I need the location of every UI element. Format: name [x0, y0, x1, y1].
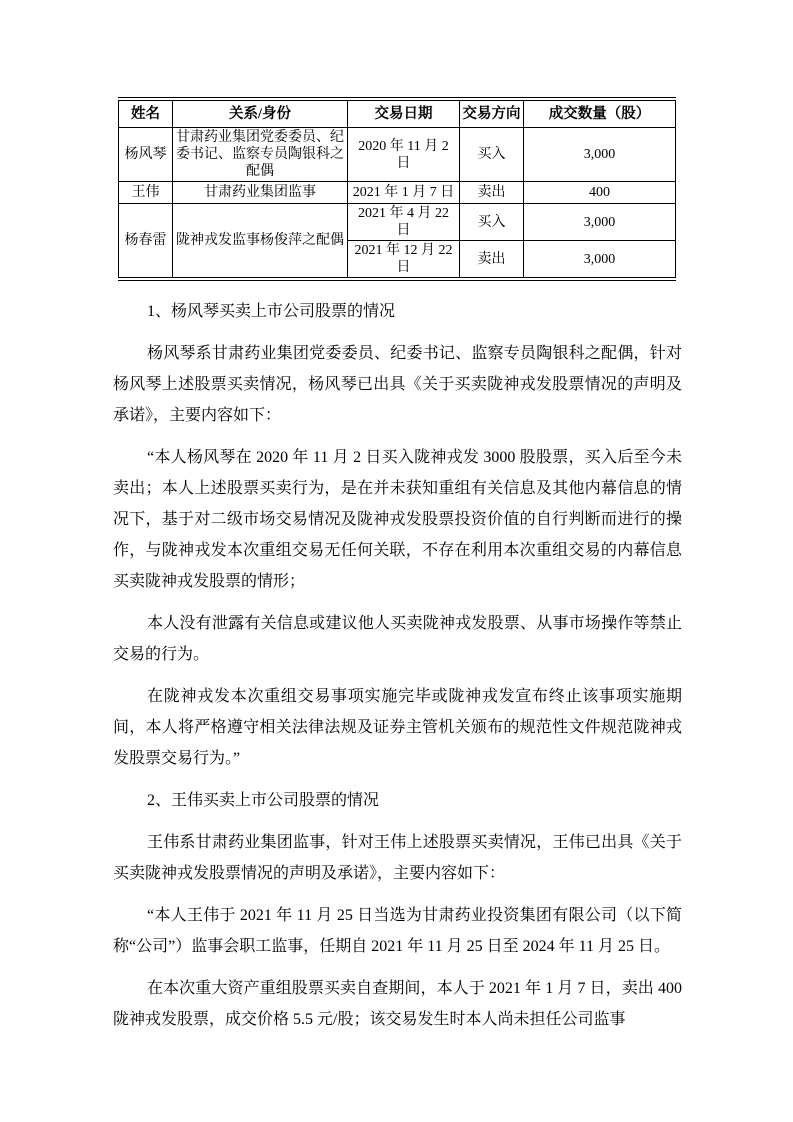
table-row [119, 204, 676, 241]
cell-name: 杨风琴 [119, 128, 173, 182]
paragraph-yang-statement-3: 在陇神戎发本次重组交易事项实施完毕或陇神戎发宣布终止该事项实施期间，本人将严格遵守相关法律法规及证券主管机关颁布的规范性文件规范陇神戎发股票交易行为。” [113, 688, 682, 767]
section-2-heading: 2、王伟买卖上市公司股票的情况 [147, 792, 380, 809]
paragraph-wang-intro: 王伟系甘肃药业集团监事，针对王伟上述股票买卖情况，王伟已出具《关于买卖陇神戎发股票情况的声明及承诺》，主要内容如下： [113, 834, 682, 882]
cell-volume: 3,000 [524, 241, 676, 280]
cell-name: 杨春雷 [119, 204, 173, 280]
column-header-trade-direction: 交易方向 [460, 99, 524, 128]
paragraph-yang-statement-2: 本人没有泄露有关信息或建议他人买卖陇神戎发股票、从事市场操作等禁止交易的行为。 [113, 615, 682, 663]
cell-trade-date: 2021 年 12 月 22 日 [348, 241, 460, 280]
cell-name: 王伟 [119, 182, 173, 204]
cell-trade-direction: 买入 [460, 204, 524, 241]
paragraph-wang-statement-2: 在本次重大资产重组股票买卖自查期间，本人于 2021 年 1 月 7 日，卖出 400 陇神戎发股票，成交价格 5.5 元/股；该交易发生时本人尚未担任公司监事 [113, 980, 682, 1028]
cell-trade-direction: 卖出 [460, 182, 524, 204]
cell-volume: 400 [524, 182, 676, 204]
column-header-relation: 关系/身份 [173, 99, 348, 128]
document-content [113, 97, 682, 1046]
cell-trade-direction: 买入 [460, 128, 524, 182]
insider-trades-table [118, 97, 676, 281]
cell-volume: 3,000 [524, 204, 676, 241]
section-1-heading: 1、杨风琴买卖上市公司股票的情况 [147, 303, 396, 320]
cell-trade-direction: 卖出 [460, 241, 524, 280]
table-row [119, 128, 676, 182]
paragraph-yang-intro: 杨风琴系甘肃药业集团党委委员、纪委书记、监察专员陶银科之配偶，针对杨风琴上述股票买卖情况，杨风琴已出具《关于买卖陇神戎发股票情况的声明及承诺》，主要内容如下： [113, 345, 682, 424]
table-header-row [119, 99, 676, 128]
cell-trade-date: 2020 年 11 月 2 日 [348, 128, 460, 182]
cell-relation: 陇神戎发监事杨俊萍之配偶 [173, 204, 348, 280]
cell-trade-date: 2021 年 1 月 7 日 [348, 182, 460, 204]
paragraph-yang-statement-1: “本人杨风琴在 2020 年 11 月 2 日买入陇神戎发 3000 股股票，买入后至今未卖出；本人上述股票买卖行为，是在并未获知重组有关信息及其他内幕信息的情况下，基于对二级市场交易情况及陇神戎发股票投资价值的自行判断而进行的操作，与陇神戎发本次重组交易无任何关联，不存在利用本次重组交易的内幕信息买卖陇神戎发股票的情形； [113, 449, 682, 590]
cell-volume: 3,000 [524, 128, 676, 182]
column-header-volume: 成交数量（股） [524, 99, 676, 128]
table-row [119, 182, 676, 204]
cell-relation: 甘肃药业集团党委委员、纪委书记、监察专员陶银科之配偶 [173, 128, 348, 182]
column-header-name: 姓名 [119, 99, 173, 128]
cell-trade-date: 2021 年 4 月 22 日 [348, 204, 460, 241]
column-header-trade-date: 交易日期 [348, 99, 460, 128]
cell-relation: 甘肃药业集团监事 [173, 182, 348, 204]
paragraph-wang-statement-1: “本人王伟于 2021 年 11 月 25 日当选为甘肃药业投资集团有限公司（以下简称“公司”）监事会职工监事，任期自 2021 年 11 月 25 日至 2024 年 11 月 25 日。 [113, 907, 682, 955]
